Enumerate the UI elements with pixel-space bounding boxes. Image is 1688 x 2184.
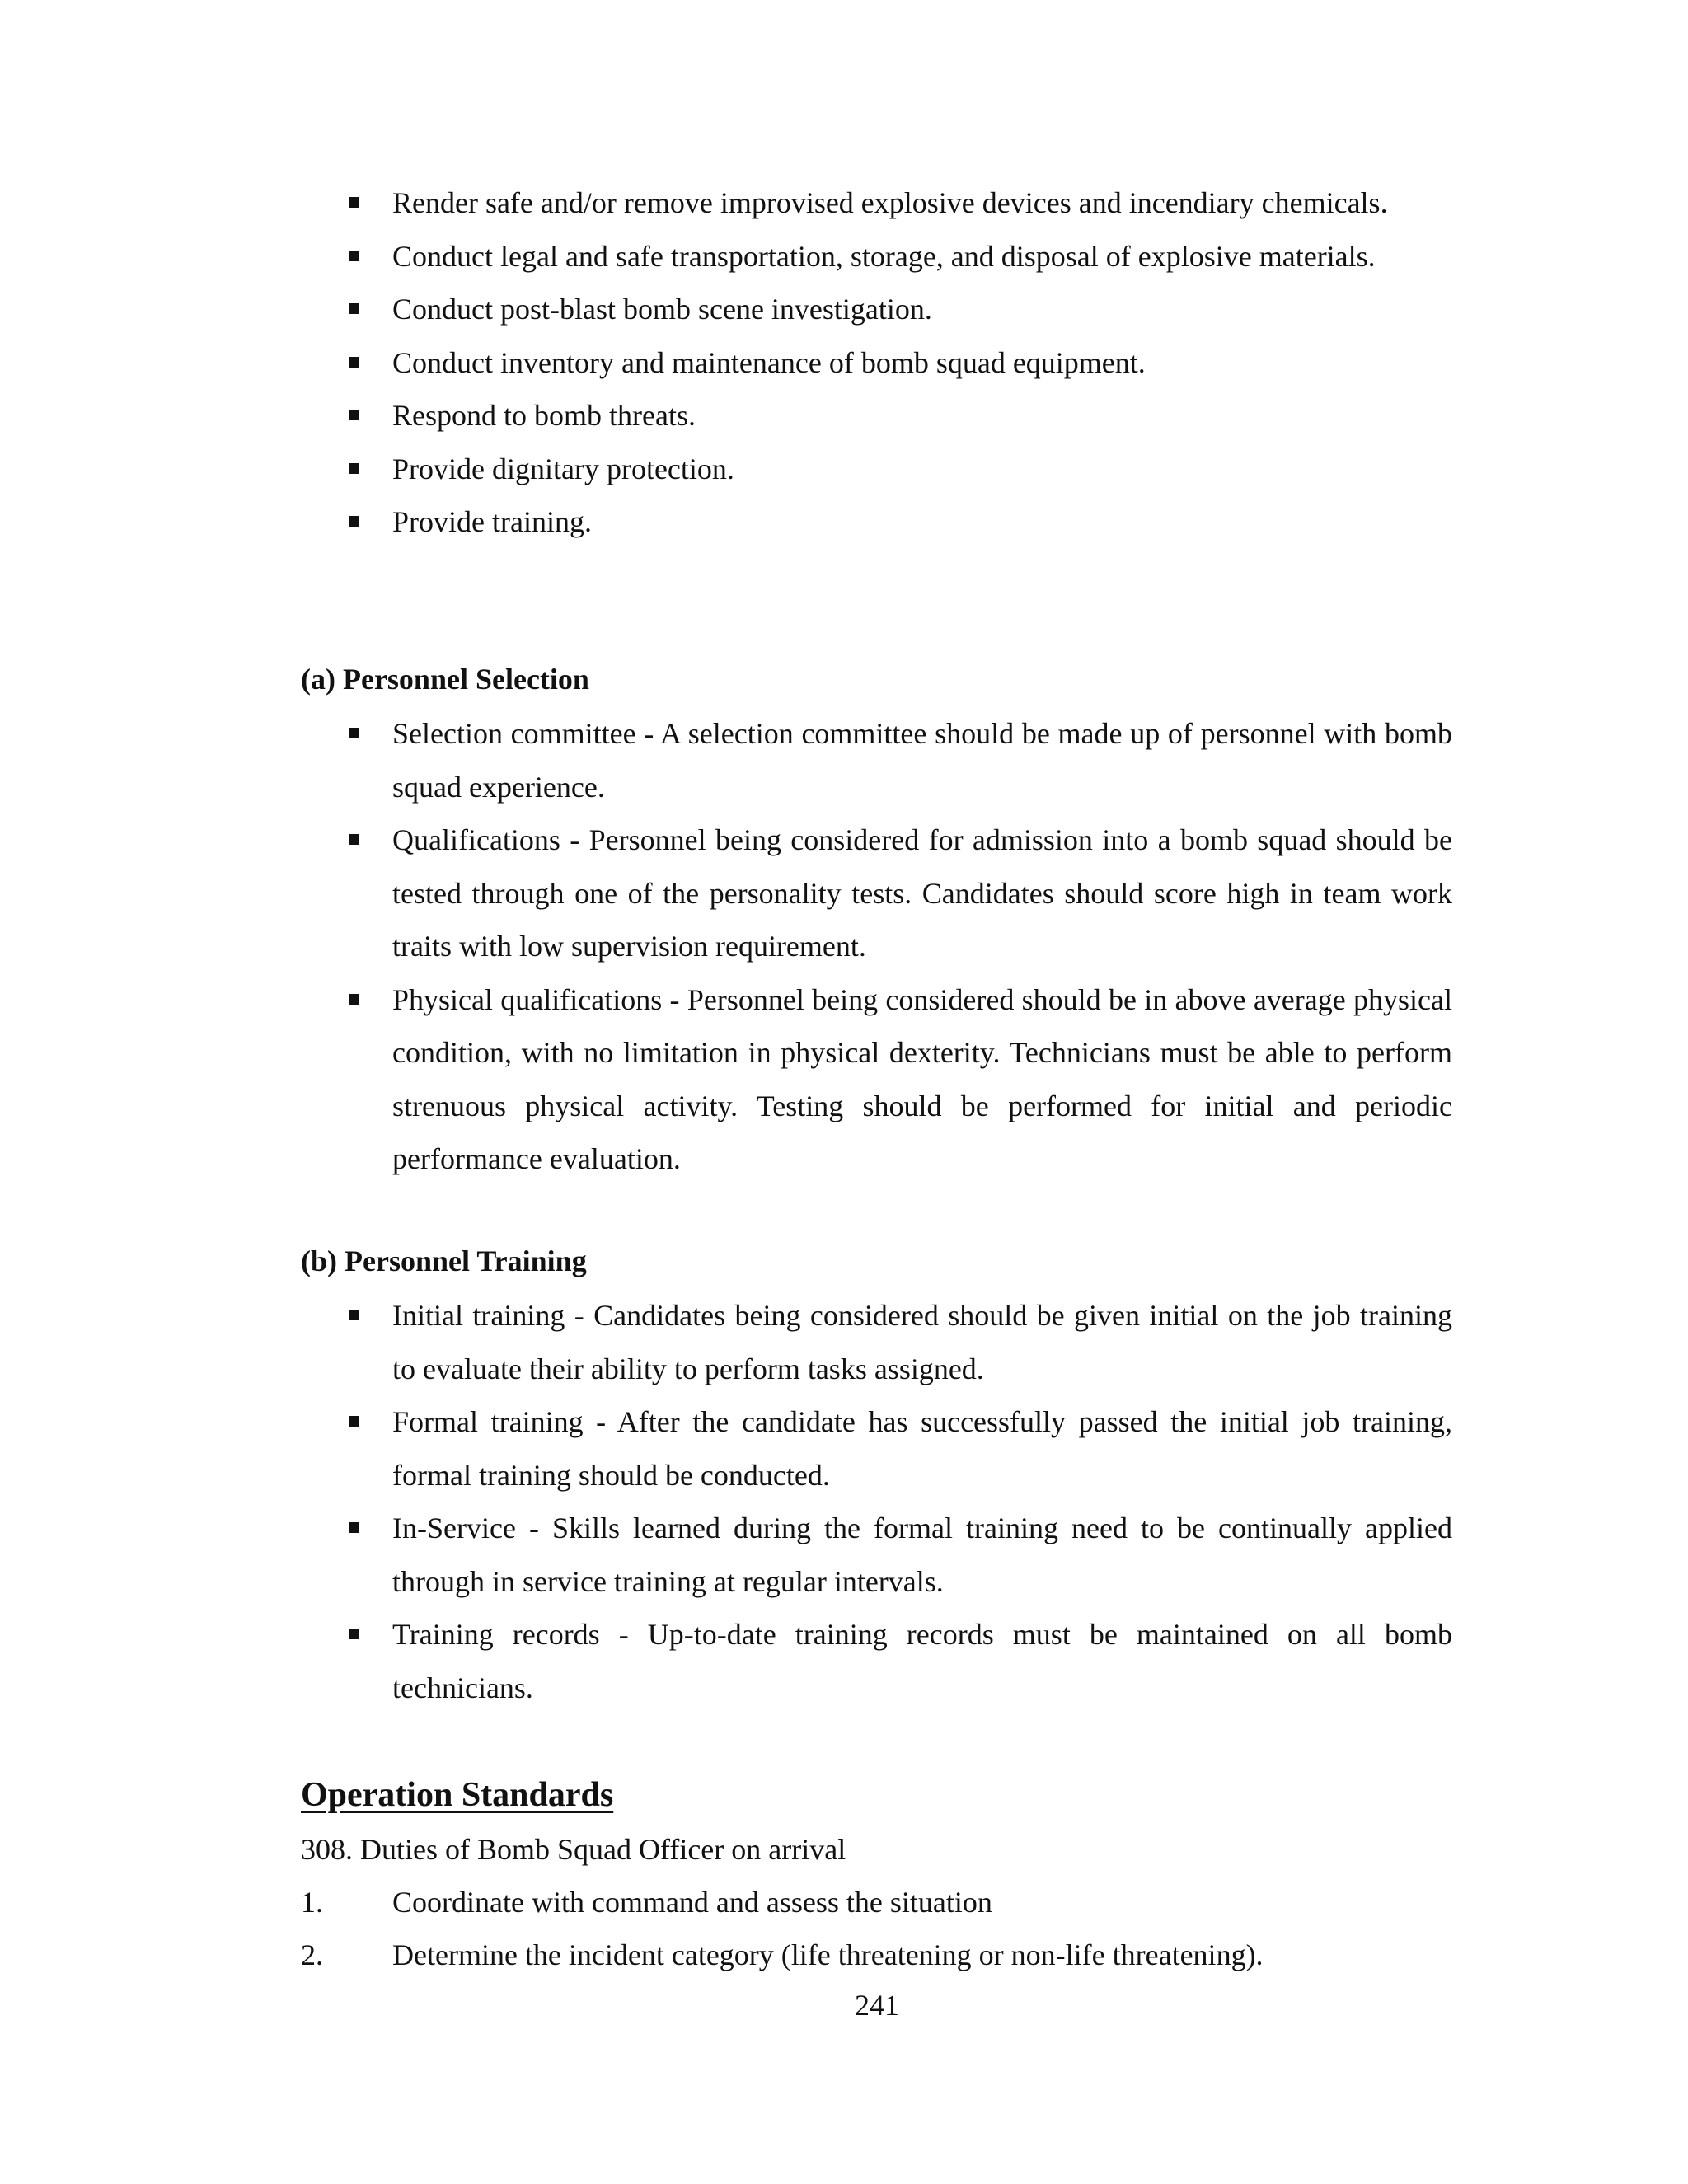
step-number: 2. <box>301 1938 323 1971</box>
list-item: Provide dignitary protection. <box>346 443 1452 496</box>
list-item: In-Service - Skills learned during the formal training need to be continually applied through in service training at regular intervals. <box>346 1502 1452 1608</box>
list-item: Provide training. <box>346 495 1452 549</box>
list-item: Qualifications - Personnel being considered for admission into a bomb squad should be tested through one of the personality tests. Candidates should score high in team work traits with low supervision requirement. <box>346 813 1452 973</box>
square-bullet-icon <box>349 1629 359 1639</box>
square-bullet-icon <box>349 994 359 1005</box>
square-bullet-icon <box>349 251 359 261</box>
personnel-training-heading: (b) Personnel Training <box>301 1244 587 1277</box>
list-item: Formal training - After the candidate has successfully passed the initial job training, formal training should be conducted. <box>346 1395 1452 1502</box>
list-item: Physical qualifications - Personnel being considered should be in above average physical condition, with no limitation in physical dexterity. Technicians must be able to perform strenuous physical activity. Testing should be performed for initial and periodic performance evaluation. <box>346 973 1452 1186</box>
square-bullet-icon <box>349 1522 359 1533</box>
page-number: 241 <box>855 1989 899 2022</box>
list-item: Respond to bomb threats. <box>346 389 1452 443</box>
square-bullet-icon <box>349 1416 359 1427</box>
list-item: Training records - Up-to-date training records must be maintained on all bomb technicians. <box>346 1608 1452 1714</box>
square-bullet-icon <box>349 410 359 420</box>
personnel-selection-heading: (a) Personnel Selection <box>301 663 589 696</box>
square-bullet-icon <box>349 516 359 527</box>
operation-standards-title: Operation Standards <box>301 1776 614 1814</box>
duties-intro: 308. Duties of Bomb Squad Officer on arrival <box>301 1833 846 1866</box>
list-item: Selection committee - A selection committee should be made up of personnel with bomb squad experience. <box>346 707 1452 813</box>
square-bullet-icon <box>349 463 359 474</box>
list-item: Conduct post-blast bomb scene investigation. <box>346 283 1452 336</box>
personnel-selection-list <box>346 707 1452 1186</box>
duties-list <box>346 176 1452 549</box>
list-item: Conduct legal and safe transportation, storage, and disposal of explosive materials. <box>346 230 1452 284</box>
square-bullet-icon <box>349 728 359 738</box>
list-item: Render safe and/or remove improvised explosive devices and incendiary chemicals. <box>346 176 1452 230</box>
square-bullet-icon <box>349 197 359 208</box>
square-bullet-icon <box>349 303 359 314</box>
step-text: Coordinate with command and assess the situation <box>392 1886 992 1919</box>
list-item: Conduct inventory and maintenance of bomb squad equipment. <box>346 336 1452 390</box>
square-bullet-icon <box>349 357 359 368</box>
square-bullet-icon <box>349 834 359 845</box>
personnel-training-list <box>346 1289 1452 1714</box>
square-bullet-icon <box>349 1310 359 1320</box>
list-item: Initial training - Candidates being considered should be given initial on the job training to evaluate their ability to perform tasks assigned. <box>346 1289 1452 1395</box>
step-text: Determine the incident category (life threatening or non-life threatening). <box>392 1938 1264 1971</box>
step-number: 1. <box>301 1886 323 1919</box>
